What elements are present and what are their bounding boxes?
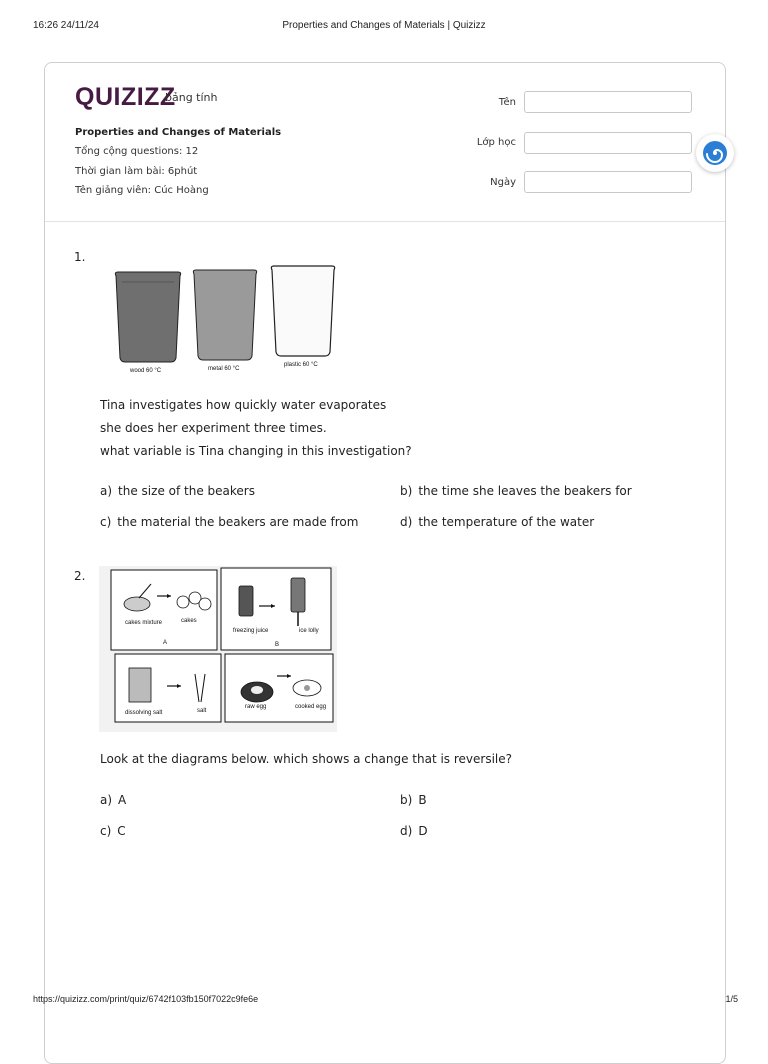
teacher-name: Tên giảng viên: Cúc Hoàng <box>75 185 209 196</box>
class-label: Lớp học <box>476 137 516 148</box>
worksheet-card <box>44 62 726 1064</box>
option-letter: d) <box>400 824 413 838</box>
option-text: the size of the beakers <box>118 484 255 498</box>
answer-option <box>400 793 427 807</box>
page-number: 1/5 <box>725 994 738 1004</box>
figure-caption: cakes <box>181 618 197 624</box>
date-label: Ngày <box>490 177 516 188</box>
answer-option <box>400 515 594 529</box>
total-questions: Tổng cộng questions: 12 <box>75 146 199 157</box>
option-text: the temperature of the water <box>418 515 595 529</box>
question-text <box>100 748 512 771</box>
changes-figure <box>99 566 337 732</box>
answer-option <box>100 484 255 498</box>
plastic-caption: plastic 60 °C <box>284 362 318 368</box>
wood-caption: wood 60 °C <box>130 368 162 374</box>
print-datetime: 16:26 24/11/24 <box>33 20 99 31</box>
metal-caption: metal 60 °C <box>208 366 240 372</box>
option-text: C <box>117 824 126 838</box>
plastic-beaker <box>271 266 334 356</box>
question-line: Tina investigates how quickly water evaporates <box>100 398 387 412</box>
worksheet-label: bảng tính <box>165 91 218 104</box>
question-number: 1. <box>74 250 86 264</box>
option-text: the material the beakers are made from <box>117 515 359 529</box>
option-letter: b) <box>400 793 413 807</box>
question-line: what variable is Tina changing in this investigation? <box>100 444 412 458</box>
print-title: Properties and Changes of Materials | Quizizz <box>282 20 486 31</box>
figure-caption: cooked egg <box>295 704 327 710</box>
quiz-title: Properties and Changes of Materials <box>75 127 282 138</box>
name-field[interactable] <box>524 91 692 113</box>
question-line: Look at the diagrams below. which shows a change that is reversile? <box>100 752 513 766</box>
question-text <box>100 394 412 463</box>
wood-beaker <box>115 272 180 362</box>
option-text: A <box>118 793 127 807</box>
option-letter: a) <box>100 484 113 498</box>
beakers-figure <box>108 242 340 376</box>
panel-letter-a: A <box>163 640 168 646</box>
print-url: https://quizizz.com/print/quiz/6742f103fb150f7022c9fe6e <box>33 994 259 1004</box>
option-letter: c) <box>100 515 112 529</box>
name-label: Tên <box>498 97 516 108</box>
time-limit: Thời gian làm bài: 6phút <box>75 166 198 177</box>
option-text: B <box>418 793 427 807</box>
answer-option <box>400 824 428 838</box>
quizizz-logo: QUIZIZZ <box>75 83 176 111</box>
option-letter: c) <box>100 824 112 838</box>
option-text: D <box>418 824 428 838</box>
figure-caption: freezing juice <box>233 628 269 634</box>
answer-option <box>100 515 358 529</box>
option-text: the time she leaves the beakers for <box>418 484 632 498</box>
figure-caption: ice lolly <box>299 628 319 634</box>
figure-caption: raw egg <box>245 704 267 710</box>
worksheet-header <box>45 63 725 222</box>
question-line: she does her experiment three times. <box>100 421 327 435</box>
panel-letter-b: B <box>275 642 280 648</box>
class-field[interactable] <box>524 132 692 154</box>
option-letter: d) <box>400 515 413 529</box>
answer-option <box>100 793 126 807</box>
figure-caption: salt <box>197 708 207 714</box>
option-letter: b) <box>400 484 413 498</box>
figure-caption: cakes mixture <box>125 620 163 626</box>
metal-beaker <box>193 270 256 360</box>
spiral-logo-icon <box>702 140 728 166</box>
figure-caption: dissolving salt <box>125 710 163 716</box>
answer-option <box>100 824 126 838</box>
option-letter: a) <box>100 793 113 807</box>
date-field[interactable] <box>524 171 692 193</box>
answer-option <box>400 484 632 498</box>
question-number: 2. <box>74 569 86 583</box>
assistant-button[interactable] <box>696 134 734 172</box>
print-header <box>0 0 768 40</box>
